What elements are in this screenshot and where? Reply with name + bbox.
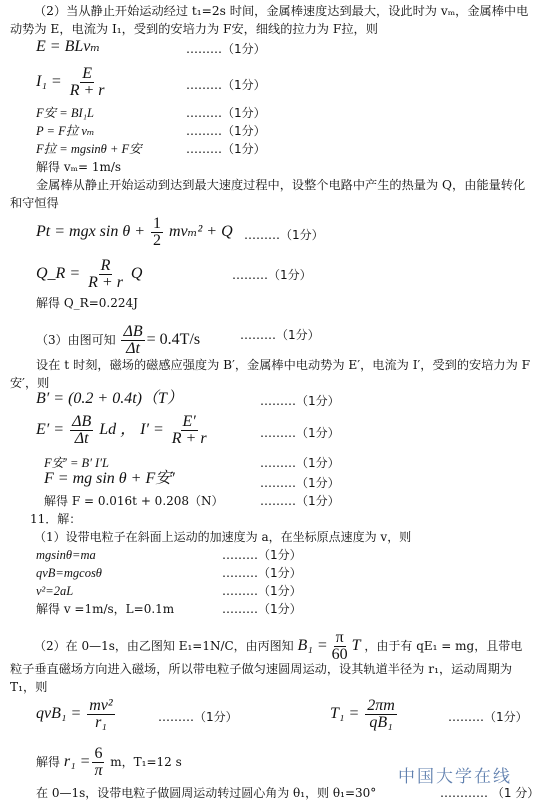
eq-newton: mgsinθ=ma xyxy=(36,548,96,562)
part3-text: 设在 t 时刻，磁场的磁感应强度为 B′，金属棒中电动势为 E′，电流为 I′，受到的安培力为 F安′，则 xyxy=(10,358,531,390)
eq-period: T₁ = $\frac{2\pi m}{\text{qB₁}}$ xyxy=(330,697,395,731)
eq-current: I₁ = $\frac{E}{R + r}$ xyxy=(36,65,105,99)
q11-part2-text: 粒子垂直磁场方向进入磁场，所以带电粒子做匀速圆周运动，设其轨道半径为 r₁，运动周期为 T₁，则 xyxy=(10,662,513,694)
eq-force: F = mg sin θ + F安′ xyxy=(44,470,175,487)
score-5: ………（1分） xyxy=(186,142,266,156)
score-19: ………（1分） xyxy=(448,710,528,724)
eq-emf: E = BLvₘ xyxy=(36,38,101,55)
eq-force-prime: F安′ = B′ I′L xyxy=(44,456,109,470)
energy-text: 金属棒从静止开始运动到达到最大速度过程中，设整个电路中产生的热量为 Q，由能量转化和守恒得 xyxy=(10,178,526,210)
score-1: ………（1分） xyxy=(186,42,266,56)
solve-force: 解得 F = 0.016t + 0.208（N） xyxy=(44,494,224,508)
q11-title: 11．解： xyxy=(30,512,82,526)
eq-emf-prime: E′ = $\frac{\Delta B}{\Delta t}$ Ld ， I′ = $\frac{E'}{R + r}$ xyxy=(36,413,207,447)
solve-qr: 解得 Q_R=0.224J xyxy=(36,296,138,310)
score-18: ………（1分） xyxy=(158,710,238,724)
part3-intro: （3）由图可知 $\frac{\Delta B}{\Delta t}$ = 0.4T/s xyxy=(36,323,201,357)
eq-energy: Pt = mgx sin θ + $\frac{1}{2}$ mvₘ² + Q xyxy=(36,215,233,249)
solve-radius: 解得 r₁ = $\frac{6}{\pi}$ m，T₁=12 s xyxy=(36,745,182,779)
eq-lorentz: qvB=mgcosθ xyxy=(36,566,102,580)
score-20: ………… （1 分） xyxy=(440,786,540,800)
eq-circular: qvB₁ = $\frac{\text{mv²}}{\text{r₁}}$ xyxy=(36,697,113,731)
score-15: ………（1分） xyxy=(222,566,302,580)
eq-bfield: B′ = (0.2 + 0.4t)（T） xyxy=(36,390,183,407)
eq-tension: F拉 = mgsinθ + F安 xyxy=(36,142,142,156)
q11-part1-text: （1）设带电粒子在斜面上运动的加速度为 a，在坐标原点速度为 v，则 xyxy=(34,530,412,544)
score-7: ………（1分） xyxy=(232,268,312,282)
solve-vm: 解得 vₘ= 1m/s xyxy=(36,160,122,174)
eq-power: P = F拉 vₘ xyxy=(36,124,95,138)
score-10: ………（1分） xyxy=(260,426,340,440)
eq-heat: Q_R = $\frac{R}{R + r}$ Q xyxy=(36,257,143,291)
score-13: ………（1分） xyxy=(260,494,340,508)
score-16: ………（1分） xyxy=(222,584,302,598)
score-14: ………（1分） xyxy=(222,548,302,562)
eq-ampere-force: F安 = BI₁L xyxy=(36,106,94,120)
solve-v-l: 解得 v =1m/s，L=0.1m xyxy=(36,602,175,616)
q11-last-line: 在 0—1s，设带电粒子做圆周运动转过圆心角为 θ₁，则 θ₁=30° xyxy=(36,786,377,800)
score-2: ………（1分） xyxy=(186,78,266,92)
score-4: ………（1分） xyxy=(186,124,266,138)
eq-kinematics: v²=2aL xyxy=(36,584,74,598)
score-11: ………（1分） xyxy=(260,456,340,470)
score-12: ………（1分） xyxy=(260,476,340,490)
part2-intro: （2）当从静止开始运动经过 t₁=2s 时间，金属棒速度达到最大，设此时为 vₘ，金属棒中电动势为 E，电流为 I₁，受到的安培力为 F安，细线的拉力为 F拉，则 xyxy=(10,4,529,36)
score-6: ………（1分） xyxy=(244,228,324,242)
watermark: 中国大学在线 xyxy=(398,767,512,787)
score-8: ………（1分） xyxy=(240,328,320,342)
score-9: ………（1分） xyxy=(260,394,340,408)
score-17: ………（1分） xyxy=(222,602,302,616)
q11-part2-line1: （2）在 0—1s，由乙图知 E₁=1N/C，由丙图知 B₁ = $\frac{\pi}{60}$ T ，由于有 qE₁ = mg，且带电 xyxy=(34,629,523,663)
score-3: ………（1分） xyxy=(186,106,266,120)
